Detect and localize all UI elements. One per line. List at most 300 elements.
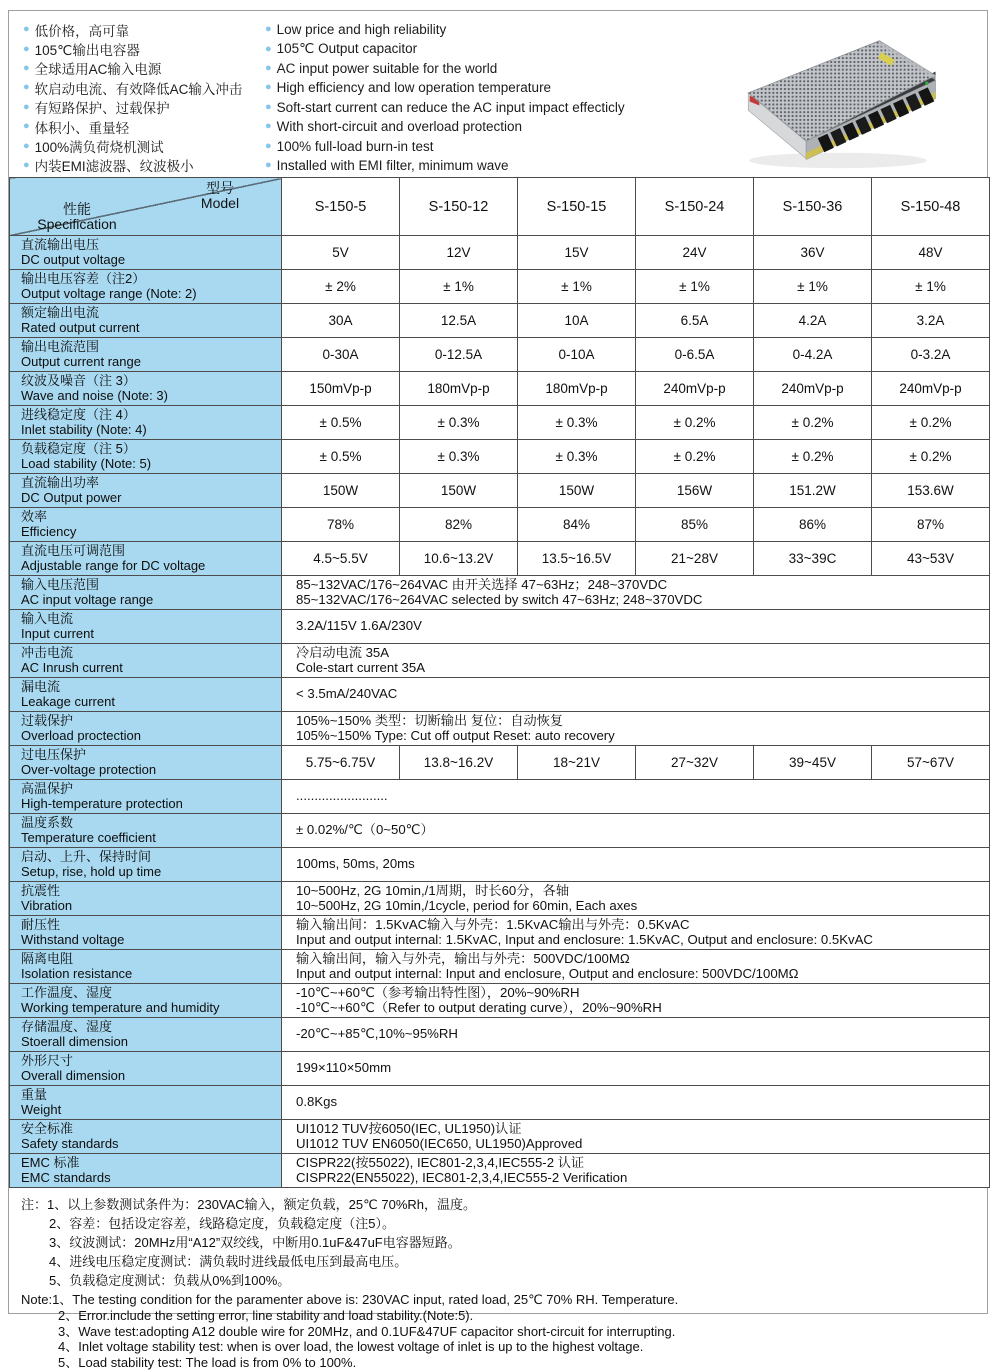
spec-value-cell: 43~53V (872, 542, 990, 576)
spec-label-zh: 过电压保护 (21, 747, 87, 762)
spec-value-cell: 150mVp-p (282, 372, 400, 406)
spec-label-en: Rated output current (21, 319, 140, 335)
spec-value-cell: ± 1% (518, 270, 636, 304)
spec-label-en: Isolation resistance (21, 965, 133, 981)
spec-span-cell (282, 984, 990, 1018)
feature-item (23, 20, 242, 39)
spec-label-en: Inlet stability (Note: 4) (21, 421, 147, 437)
spec-value-cell: 85% (636, 508, 754, 542)
spec-value-cell: 0-3.2A (872, 338, 990, 372)
spec-label-cell (10, 542, 282, 576)
spec-value-cell: 48V (872, 236, 990, 270)
spec-label-cell (10, 576, 282, 610)
spec-label-zh: 温度系数 (21, 815, 74, 830)
model-header-cell: S-150-24 (636, 178, 754, 236)
page-frame (8, 10, 988, 1371)
spec-span-cell (282, 610, 990, 644)
feature-label: 105℃ Output capacitor (276, 41, 418, 57)
spec-value-cell: 3.2A (872, 304, 990, 338)
product-photo (733, 33, 943, 173)
spec-span-cell (282, 1052, 990, 1086)
photo-shadow (749, 153, 927, 168)
spec-label-en: Efficiency (21, 523, 77, 539)
spec-label-zh: 直流输出电压 (21, 237, 100, 252)
spec-row (10, 916, 990, 950)
spec-span-cell (282, 848, 990, 882)
spec-row (10, 270, 990, 304)
spec-label-zh: 额定输出电流 (21, 305, 100, 320)
bullet-icon: ● (23, 23, 30, 36)
bullet-icon: ● (23, 139, 30, 152)
spec-label-zh: 外形尺寸 (21, 1053, 74, 1068)
feature-label: 100%满负荷烧机测试 (34, 140, 164, 156)
bullet-icon: ● (265, 139, 272, 152)
feature-item (265, 59, 625, 78)
spec-row (10, 406, 990, 440)
spec-label-zh: 启动、上升、保持时间 (21, 849, 152, 864)
spec-row (10, 610, 990, 644)
spec-label-en: Safety standards (21, 1135, 119, 1151)
bullet-icon: ● (265, 23, 272, 36)
feature-label: 有短路保护、过载保护 (34, 101, 170, 117)
model-header-cell: S-150-48 (872, 178, 990, 236)
spec-value-cell: 84% (518, 508, 636, 542)
spec-value-cell: 150W (400, 474, 518, 508)
spec-value-cell: 5V (282, 236, 400, 270)
psu-led (925, 81, 928, 84)
spec-label-cell (10, 780, 282, 814)
spec-span-line: 冷启动电流 35A (296, 644, 390, 660)
bullet-icon: ● (23, 42, 30, 55)
spec-span-line: < 3.5mA/240VAC (296, 686, 398, 702)
spec-value-cell: 156W (636, 474, 754, 508)
spec-span-cell (282, 814, 990, 848)
model-label-zh: 型号 (206, 180, 234, 196)
note-line-en: 4、Inlet voltage stability test: when is over load, the lowest voltage of inlet is up to the highest voltage. (58, 1339, 644, 1355)
bullet-icon: ● (23, 120, 30, 133)
spec-value-cell: 82% (400, 508, 518, 542)
spec-span-cell (282, 644, 990, 678)
spec-row (10, 542, 990, 576)
spec-label-zh: 漏电流 (21, 679, 61, 694)
spec-label-cell (10, 474, 282, 508)
spec-value-cell: ± 0.3% (400, 406, 518, 440)
spec-span-line: 199×110×50mm (296, 1060, 392, 1076)
spec-label-cell (10, 440, 282, 474)
spec-label-zh: 纹波及噪音（注 3） (21, 373, 136, 388)
spec-span-line: CISPR22(EN55022), IEC801-2,3,4,IEC555-2 Verification (296, 1169, 628, 1185)
spec-label-zh: 效率 (21, 509, 48, 524)
spec-span-cell (282, 712, 990, 746)
spec-span-cell (282, 950, 990, 984)
feature-item (265, 117, 625, 136)
spec-row (10, 984, 990, 1018)
spec-value-cell: 153.6W (872, 474, 990, 508)
spec-header-label (22, 202, 132, 232)
feature-label: With short-circuit and overload protection (276, 119, 523, 135)
spec-label-en: DC Output power (21, 489, 122, 505)
spec-span-line: 3.2A/115V 1.6A/230V (296, 618, 422, 634)
feature-item (265, 156, 625, 175)
spec-row (10, 678, 990, 712)
spec-span-line: -20℃~+85℃,10%~95%RH (296, 1026, 458, 1042)
spec-value-cell: 87% (872, 508, 990, 542)
spec-row (10, 338, 990, 372)
spec-label-cell (10, 712, 282, 746)
spec-label-zh: 抗震性 (21, 883, 61, 898)
spec-value-cell: ± 1% (636, 270, 754, 304)
feature-label: 软启动电流、有效降低AC输入冲击 (34, 81, 243, 97)
spec-label-en: Specification (37, 216, 117, 232)
feature-list-en (265, 20, 625, 175)
spec-value-cell: 10.6~13.2V (400, 542, 518, 576)
spec-row (10, 780, 990, 814)
spec-label-en: Output current range (21, 353, 141, 369)
spec-value-cell: ± 2% (282, 270, 400, 304)
spec-row (10, 1018, 990, 1052)
bullet-icon: ● (23, 158, 30, 171)
spec-span-line: 10~500Hz, 2G 10min,/1cycle, period for 60min, Each axes (296, 897, 638, 913)
spec-value-cell: 180mVp-p (518, 372, 636, 406)
spec-row (10, 474, 990, 508)
feature-label: AC input power suitable for the world (276, 60, 498, 76)
spec-value-cell: 0-12.5A (400, 338, 518, 372)
spec-row (10, 236, 990, 270)
feature-item (265, 20, 625, 39)
note-line-en: Note:1、The testing condition for the paramenter above is: 230VAC input, rated load, 25℃ 70% RH. Temperature. (21, 1292, 679, 1307)
spec-label-cell (10, 236, 282, 270)
spec-label-zh: 工作温度、湿度 (21, 985, 113, 1000)
spec-value-cell: ± 0.2% (754, 440, 872, 474)
spec-value-cell: ± 0.3% (400, 440, 518, 474)
spec-value-cell: 18~21V (518, 746, 636, 780)
bullet-icon: ● (265, 42, 272, 55)
spec-value-cell: 0-30A (282, 338, 400, 372)
spec-label-zh: 安全标准 (21, 1121, 74, 1136)
bullet-icon: ● (265, 158, 272, 171)
spec-row (10, 882, 990, 916)
spec-span-line: 输入输出间，输入与外壳，输出与外壳：500VDC/100MΩ (296, 950, 630, 966)
spec-span-line: Input and output internal: 1.5KvAC, Input and enclosure: 1.5KvAC, Output and enclosure: 0.5KvAC (296, 931, 873, 947)
feature-item (265, 78, 625, 97)
feature-item (23, 98, 242, 117)
spec-span-line: -10℃~+60℃（Refer to output derating curve），20%~90%RH (296, 999, 662, 1015)
spec-span-line: Input and output internal: Input and enclosure, Output and enclosure: 500VDC/100MΩ (296, 965, 799, 981)
feature-list-zh (23, 20, 242, 175)
spec-label-en: Working temperature and humidity (21, 999, 220, 1015)
spec-label-zh: 负载稳定度（注 5） (21, 441, 136, 456)
spec-label-en: Input current (21, 625, 94, 641)
spec-label-zh: EMC 标准 (21, 1155, 80, 1170)
spec-value-cell: 24V (636, 236, 754, 270)
spec-span-line: UI1012 TUV EN6050(IEC650, UL1950)Approved (296, 1135, 583, 1151)
spec-value-cell: 6.5A (636, 304, 754, 338)
feature-label: High efficiency and low operation temperature (276, 80, 552, 96)
spec-label-zh: 耐压性 (21, 917, 61, 932)
spec-value-cell: 27~32V (636, 746, 754, 780)
spec-label-zh: 冲击电流 (21, 645, 74, 660)
spec-value-cell: 240mVp-p (754, 372, 872, 406)
spec-value-cell: 15V (518, 236, 636, 270)
spec-row (10, 1052, 990, 1086)
spec-value-cell: 151.2W (754, 474, 872, 508)
spec-label-en: Wave and noise (Note: 3) (21, 387, 168, 403)
feature-item (23, 78, 242, 97)
spec-value-cell: ± 1% (872, 270, 990, 304)
spec-label-zh: 输出电压容差（注2） (21, 271, 146, 286)
diagonal-header-cell (10, 178, 282, 236)
spec-label-cell (10, 916, 282, 950)
spec-value-cell: 0-10A (518, 338, 636, 372)
spec-label-cell (10, 950, 282, 984)
spec-value-cell: 36V (754, 236, 872, 270)
spec-value-cell: 13.8~16.2V (400, 746, 518, 780)
spec-value-cell: ± 0.3% (518, 406, 636, 440)
spec-span-line: 100ms, 50ms, 20ms (296, 856, 415, 872)
note-line-en: 3、Wave test:adopting A12 double wire for 20MHz, and 0.1UF&47UF capacitor short-circuit for interrupting. (58, 1323, 676, 1339)
spec-row (10, 814, 990, 848)
feature-item (23, 117, 242, 136)
spec-value-cell: 180mVp-p (400, 372, 518, 406)
spec-label-cell (10, 406, 282, 440)
features-section (9, 11, 987, 177)
spec-row (10, 440, 990, 474)
feature-label: 100% full-load burn-in test (276, 138, 434, 154)
spec-value-cell: 57~67V (872, 746, 990, 780)
spec-label-cell (10, 508, 282, 542)
spec-label-cell (10, 1086, 282, 1120)
spec-value-cell: ± 0.2% (636, 440, 754, 474)
spec-label-en: Load stability (Note: 5) (21, 455, 152, 471)
spec-row (10, 746, 990, 780)
spec-value-cell: 0-6.5A (636, 338, 754, 372)
spec-label-en: EMC standards (21, 1169, 111, 1185)
spec-label-zh: 输入电流 (21, 611, 74, 626)
spec-label-en: Overall dimension (21, 1067, 126, 1083)
model-header-cell: S-150-12 (400, 178, 518, 236)
spec-span-cell (282, 916, 990, 950)
spec-label-cell (10, 882, 282, 916)
spec-value-cell: 4.5~5.5V (282, 542, 400, 576)
feature-item (265, 39, 625, 58)
spec-row (10, 372, 990, 406)
spec-span-cell (282, 1154, 990, 1188)
spec-value-cell: 240mVp-p (636, 372, 754, 406)
feature-item (265, 98, 625, 117)
spec-span-cell (282, 1018, 990, 1052)
model-header-cell: S-150-5 (282, 178, 400, 236)
spec-value-cell: 13.5~16.5V (518, 542, 636, 576)
bullet-icon: ● (265, 120, 272, 133)
spec-label-en: Output voltage range (Note: 2) (21, 285, 197, 301)
spec-span-cell (282, 1086, 990, 1120)
note-line-zh: 4、进线电压稳定度测试：满负载时进线最低电压到最高电压。 (49, 1254, 408, 1269)
spec-label-en: Withstand voltage (21, 931, 125, 947)
notes-en (9, 1290, 987, 1371)
spec-value-cell: 5.75~6.75V (282, 746, 400, 780)
feature-label: Low price and high reliability (276, 22, 447, 38)
feature-item (23, 39, 242, 58)
feature-item (265, 136, 625, 155)
spec-label-cell (10, 678, 282, 712)
spec-value-cell: 78% (282, 508, 400, 542)
feature-label: 体积小、重量轻 (34, 120, 130, 136)
notes-zh (9, 1188, 987, 1290)
spec-value-cell: 150W (518, 474, 636, 508)
spec-table-body (10, 178, 990, 1188)
spec-span-line: 105%~150% 类型：切断输出 复位：自动恢复 (296, 712, 564, 728)
spec-label-zh: 输入电压范围 (21, 577, 100, 592)
bullet-icon: ● (265, 100, 272, 113)
spec-value-cell: 12V (400, 236, 518, 270)
bullet-icon: ● (23, 100, 30, 113)
spec-label-cell (10, 610, 282, 644)
spec-label-en: DC output voltage (21, 251, 126, 267)
feature-item (23, 59, 242, 78)
spec-value-cell: ± 0.2% (636, 406, 754, 440)
spec-label-cell (10, 984, 282, 1018)
spec-value-cell: 33~39C (754, 542, 872, 576)
spec-label-cell (10, 270, 282, 304)
model-header-cell: S-150-15 (518, 178, 636, 236)
spec-row (10, 1086, 990, 1120)
spec-label-en: Leakage current (21, 693, 115, 709)
spec-label-en: Vibration (21, 897, 73, 913)
spec-span-cell (282, 780, 990, 814)
spec-span-line: 10~500Hz, 2G 10min,/1周期，时长60分，各轴 (296, 882, 570, 898)
spec-row (10, 950, 990, 984)
spec-value-cell: 86% (754, 508, 872, 542)
model-header-label (175, 181, 265, 211)
model-header-row (10, 178, 990, 236)
spec-label-zh: 隔离电阻 (21, 951, 74, 966)
spec-label-cell (10, 644, 282, 678)
model-label-en: Model (200, 195, 240, 211)
spec-row (10, 1154, 990, 1188)
spec-row (10, 1120, 990, 1154)
spec-value-cell: ± 0.2% (872, 440, 990, 474)
bullet-icon: ● (265, 61, 272, 74)
spec-label-cell (10, 1052, 282, 1086)
spec-span-line: 85~132VAC/176~264VAC selected by switch 47~63Hz; 248~370VDC (296, 591, 703, 607)
spec-label-cell (10, 1154, 282, 1188)
spec-value-cell: ± 1% (754, 270, 872, 304)
spec-span-line: 输入输出间：1.5KvAC输入与外壳：1.5KvAC输出与外壳：0.5KvAC (296, 916, 690, 932)
feature-label: Soft-start current can reduce the AC input impact effecticly (276, 99, 625, 115)
spec-value-cell: 10A (518, 304, 636, 338)
feature-label: 内装EMI滤波器、纹波极小 (34, 159, 194, 175)
spec-value-cell: 0-4.2A (754, 338, 872, 372)
spec-label-zh: 直流电压可调范围 (21, 543, 126, 558)
spec-value-cell: ± 0.5% (282, 440, 400, 474)
note-line-zh: 2、容差：包括设定容差，线路稳定度，负载稳定度（注5）。 (49, 1216, 395, 1231)
spec-row (10, 644, 990, 678)
spec-value-cell: ± 0.5% (282, 406, 400, 440)
spec-value-cell: ± 0.2% (754, 406, 872, 440)
spec-span-line: ± 0.02%/℃（0~50℃） (296, 822, 434, 838)
spec-label-en: Adjustable range for DC voltage (21, 557, 206, 573)
spec-span-line: ......................... (296, 788, 388, 804)
spec-row (10, 712, 990, 746)
spec-span-cell (282, 1120, 990, 1154)
spec-value-cell: 12.5A (400, 304, 518, 338)
spec-label-cell (10, 848, 282, 882)
spec-span-line: 0.8Kgs (296, 1094, 338, 1110)
spec-span-line: 105%~150% Type: Cut off output Reset: auto recovery (296, 727, 615, 743)
note-line-en: 5、Load stability test: The load is from 0% to 100%. (58, 1355, 357, 1371)
spec-label-zh: 直流输出功率 (21, 475, 100, 490)
spec-label-zh: 进线稳定度（注 4） (21, 407, 136, 422)
model-header-cell: S-150-36 (754, 178, 872, 236)
spec-label-en: Setup, rise, hold up time (21, 863, 162, 879)
bullet-icon: ● (23, 81, 30, 94)
feature-label: 全球适用AC输入电源 (34, 62, 162, 78)
note-line-zh: 3、纹波测试：20MHz用“A12”双绞线，中断用0.1uF&47uF电容器短路。 (49, 1235, 461, 1250)
spec-label-en: Over-voltage protection (21, 761, 157, 777)
spec-span-cell (282, 882, 990, 916)
feature-label: 低价格，高可靠 (34, 23, 130, 39)
spec-span-line: -10℃~+60℃（参考输出特性图），20%~90%RH (296, 984, 580, 1000)
spec-label-zh: 高温保护 (21, 781, 74, 796)
spec-label-cell (10, 304, 282, 338)
spec-label-en: Stoerall dimension (21, 1033, 128, 1049)
spec-label-en: High-temperature protection (21, 795, 183, 811)
spec-label-en: Overload proctection (21, 727, 141, 743)
spec-label-cell (10, 1018, 282, 1052)
feature-item (23, 136, 242, 155)
spec-value-cell: 39~45V (754, 746, 872, 780)
spec-label-en: Weight (21, 1101, 62, 1117)
spec-span-line: 85~132VAC/176~264VAC 由开关选择 47~63Hz；248~370VDC (296, 576, 668, 592)
spec-span-line: Cole-start current 35A (296, 659, 425, 675)
spec-label-cell (10, 746, 282, 780)
spec-label-cell (10, 338, 282, 372)
bullet-icon: ● (23, 61, 30, 74)
spec-label-zh: 性能 (63, 201, 91, 217)
spec-value-cell: 21~28V (636, 542, 754, 576)
spec-row (10, 576, 990, 610)
spec-label-cell (10, 814, 282, 848)
spec-value-cell: ± 0.2% (872, 406, 990, 440)
spec-value-cell: ± 0.3% (518, 440, 636, 474)
feature-item (23, 156, 242, 175)
spec-label-zh: 存储温度、湿度 (21, 1019, 113, 1034)
spec-label-en: AC input voltage range (21, 591, 154, 607)
spec-table (9, 177, 990, 1188)
spec-span-cell (282, 576, 990, 610)
note-line-zh: 5、负载稳定度测试：负载从0%到100%。 (49, 1273, 291, 1288)
spec-span-line: CISPR22(按55022), IEC801-2,3,4,IEC555-2 认证 (296, 1154, 585, 1170)
spec-value-cell: 4.2A (754, 304, 872, 338)
spec-span-cell (282, 678, 990, 712)
note-line-zh: 注：1、以上参数测试条件为：230VAC输入，额定负载，25℃ 70%Rh，温度。 (21, 1197, 476, 1212)
spec-label-cell (10, 1120, 282, 1154)
feature-label: 105℃输出电容器 (34, 43, 140, 59)
note-line-en: 2、Error.include the setting error, line stability and load stability.(Note:5). (58, 1307, 474, 1323)
bullet-icon: ● (265, 81, 272, 94)
spec-label-en: Temperature coefficient (21, 829, 156, 845)
spec-value-cell: 30A (282, 304, 400, 338)
spec-label-zh: 输出电流范围 (21, 339, 100, 354)
spec-row (10, 508, 990, 542)
spec-value-cell: ± 1% (400, 270, 518, 304)
spec-label-en: AC Inrush current (21, 659, 123, 675)
spec-row (10, 304, 990, 338)
spec-row (10, 848, 990, 882)
spec-value-cell: 240mVp-p (872, 372, 990, 406)
spec-value-cell: 150W (282, 474, 400, 508)
spec-label-cell (10, 372, 282, 406)
